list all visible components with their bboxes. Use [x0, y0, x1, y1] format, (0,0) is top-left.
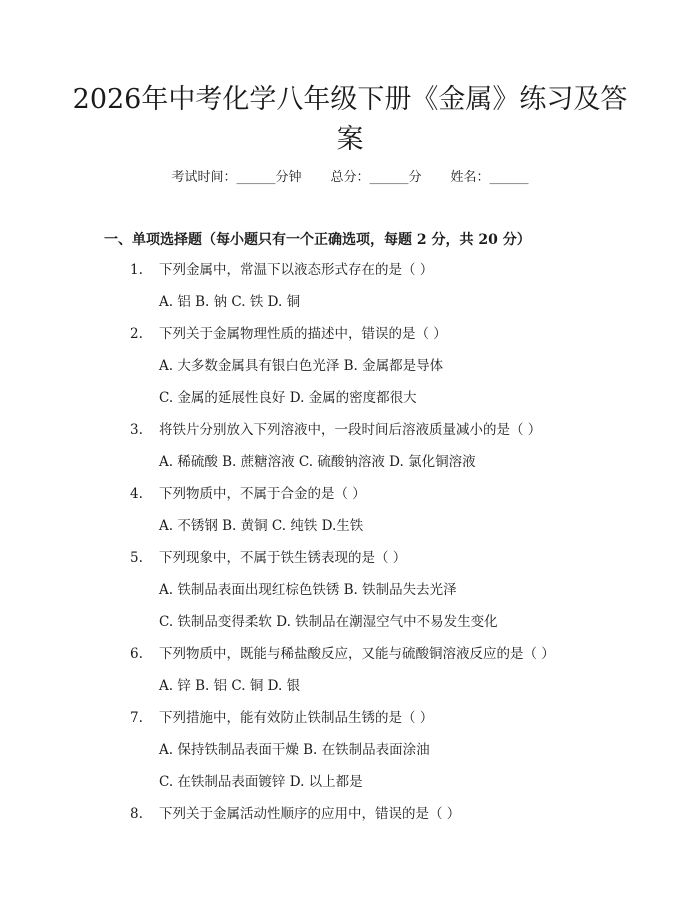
exam-info-line: [0, 168, 700, 188]
name-blank: ______: [489, 170, 529, 185]
question-number: 5.: [130, 550, 143, 566]
question-number: 6.: [130, 646, 143, 662]
score-unit: 分: [408, 170, 422, 185]
question-text: 下列措施中，能有效防止铁制品生锈的是（ ）: [159, 710, 434, 726]
question-text: 下列物质中，不属于合金的是（ ）: [159, 486, 366, 502]
question-options: A. 保持铁制品表面干燥 B. 在铁制品表面涂油: [159, 742, 430, 758]
question-number: 2.: [130, 326, 143, 342]
question-number: 7.: [130, 710, 143, 726]
question-options: A. 铝 B. 钠 C. 铁 D. 铜: [159, 294, 301, 310]
document-title: 2026年中考化学八年级下册《金属》练习及答案: [72, 84, 628, 155]
question-options: C. 铁制品变得柔软 D. 铁制品在潮湿空气中不易发生变化: [159, 614, 498, 630]
question-options: C. 在铁制品表面镀锌 D. 以上都是: [159, 774, 363, 790]
question-text: 下列现象中，不属于铁生锈表现的是（ ）: [159, 550, 407, 566]
question-number: 4.: [130, 486, 143, 502]
question-number: 3.: [130, 422, 143, 438]
question-options: A. 锌 B. 铝 C. 铜 D. 银: [159, 678, 301, 694]
question-options: A. 不锈钢 B. 黄铜 C. 纯铁 D.生铁: [159, 518, 364, 534]
question-text: 下列物质中，既能与稀盐酸反应，又能与硫酸铜溶液反应的是（ ）: [159, 646, 555, 662]
question-text: 下列关于金属活动性顺序的应用中，错误的是（ ）: [159, 806, 461, 822]
question-options: A. 稀硫酸 B. 蔗糖溶液 C. 硫酸钠溶液 D. 氯化铜溶液: [159, 454, 476, 470]
section-heading: 一、单项选择题（每小题只有一个正确选项，每题 2 分，共 20 分）: [104, 232, 531, 248]
time-unit: 分钟: [275, 170, 302, 185]
time-blank: ______: [236, 170, 276, 185]
question-options: A. 大多数金属具有银白色光泽 B. 金属都是导体: [159, 358, 444, 374]
question-text: 将铁片分别放入下列溶液中，一段时间后溶液质量减小的是（ ）: [159, 422, 542, 438]
time-label: 考试时间：: [171, 170, 237, 185]
question-number: 8.: [130, 806, 143, 822]
question-text: 下列金属中，常温下以液态形式存在的是（ ）: [159, 262, 434, 278]
score-label: 总分：: [330, 170, 370, 185]
score-blank: ______: [369, 170, 409, 185]
question-options: A. 铁制品表面出现红棕色铁锈 B. 铁制品失去光泽: [159, 582, 457, 598]
question-options: C. 金属的延展性良好 D. 金属的密度都很大: [159, 390, 417, 406]
name-label: 姓名：: [450, 170, 490, 185]
question-number: 1.: [130, 262, 143, 278]
question-text: 下列关于金属物理性质的描述中，错误的是（ ）: [159, 326, 447, 342]
